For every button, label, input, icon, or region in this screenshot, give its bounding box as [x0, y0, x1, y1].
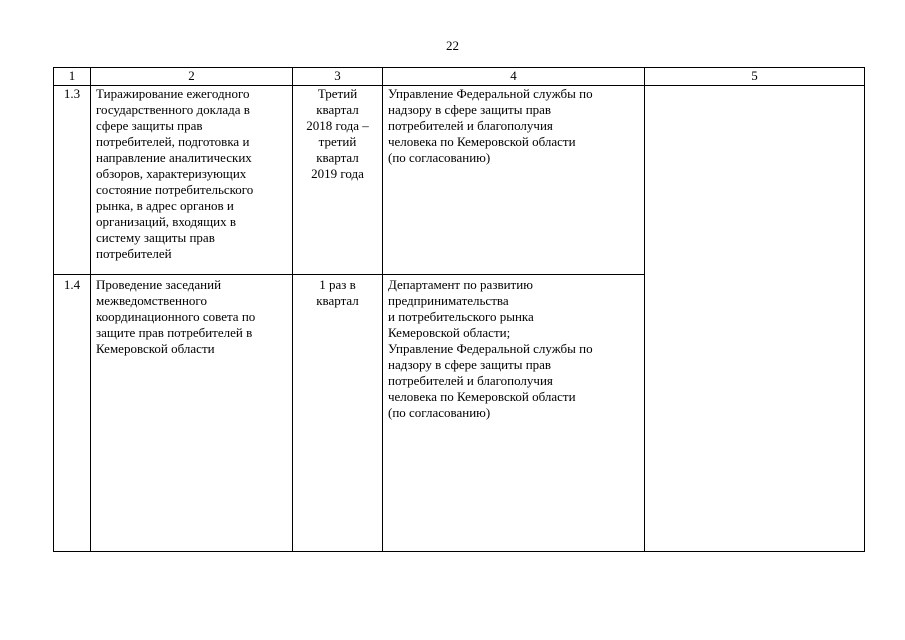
row-number: 1.4: [54, 275, 91, 552]
plan-table: [53, 67, 865, 552]
header-col-4: 4: [383, 68, 645, 86]
table-row: [54, 86, 865, 275]
header-col-2: 2: [91, 68, 293, 86]
page-number: 22: [446, 38, 459, 53]
activity-cell: Тиражирование ежегодного государственного доклада в сфере защиты прав потребителей, подготовка и направление аналитических обзоров, характеризующих состояние потребительского рынка, в адрес органов и организаций, входящих в систему защиты прав потребителей: [91, 86, 293, 275]
executor-cell: Управление Федеральной службы по надзору в сфере защиты прав потребителей и благополучия человека по Кемеровской области (по согласованию): [383, 86, 645, 275]
executor-cell: Департамент по развитию предпринимательства и потребительского рынка Кемеровской области; Управление Федеральной службы по надзору в сфере защиты прав потребителей и благополучия человека по Кемеровской области (по согласованию): [383, 275, 645, 552]
row-number: 1.3: [54, 86, 91, 275]
term-cell: Третий квартал 2018 года – третий квартал 2019 года: [293, 86, 383, 275]
header-col-5: 5: [645, 68, 865, 86]
result-cell: [645, 86, 865, 552]
header-row: [54, 68, 865, 86]
term-cell: 1 раз в квартал: [293, 275, 383, 552]
header-col-3: 3: [293, 68, 383, 86]
activity-cell: Проведение заседаний межведомственного координационного совета по защите прав потребителей в Кемеровской области: [91, 275, 293, 552]
header-col-1: 1: [54, 68, 91, 86]
